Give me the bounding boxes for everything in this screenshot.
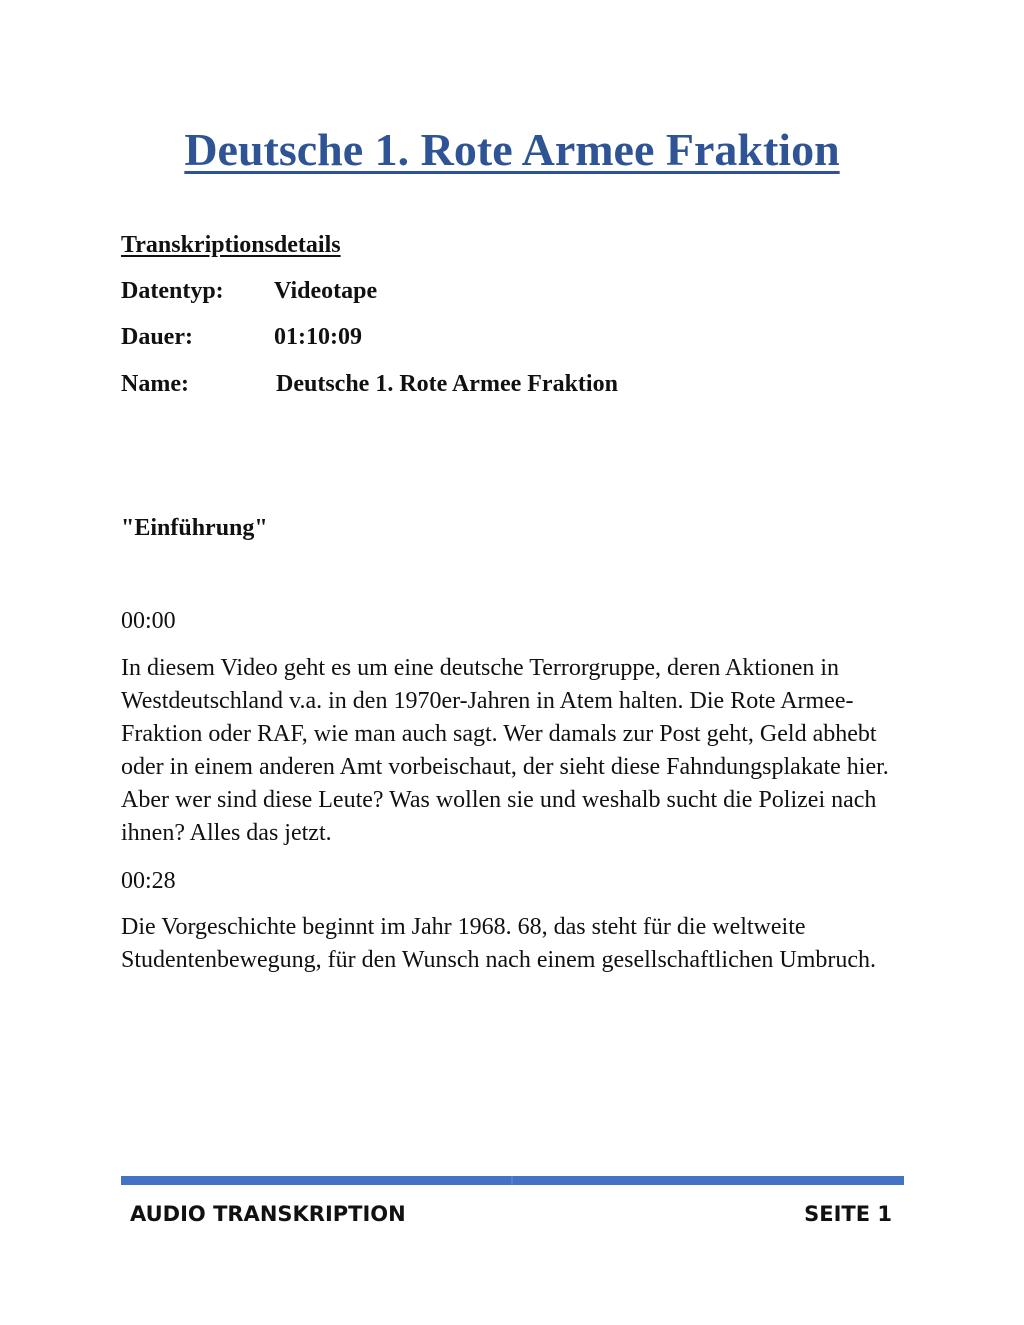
transcript-timestamp: 00:00 xyxy=(121,608,176,634)
detail-value-name: Deutsche 1. Rote Armee Fraktion xyxy=(276,371,618,397)
detail-label-duration: Dauer: xyxy=(121,324,193,350)
transcript-paragraph: In diesem Video geht es um eine deutsche Terrorgruppe, deren Aktionen in Westdeutschland v.a. in den 1970er-Jahren in Atem halten. Die Rote Armee-Fraktion oder RAF, wie man auch sagt. Wer damals zur Post geht, Geld abhebt oder in einem anderen Amt vorbeischaut, der sieht diese Fahndungsplakate hier. Aber wer sind diese Leute? Was wollen sie und weshalb sucht die Polizei nach ihnen? Alles das jetzt. xyxy=(121,655,889,846)
detail-label-name: Name: xyxy=(121,371,189,397)
detail-label-type: Datentyp: xyxy=(121,278,224,304)
transcript-paragraph: Die Vorgeschichte beginnt im Jahr 1968. 68, das steht für die weltweite Studentenbewegung, für den Wunsch nach einem gesellschaftlichen Umbruch. xyxy=(121,914,877,973)
page-title-text: Deutsche 1. Rote Armee Fraktion xyxy=(184,124,840,175)
page-title xyxy=(0,122,1024,178)
detail-value-type: Videotape xyxy=(274,278,378,304)
section-heading: "Einführung" xyxy=(121,515,268,541)
transcript-timestamp: 00:28 xyxy=(121,868,176,894)
details-heading: Transkriptionsdetails xyxy=(121,232,341,258)
detail-value-duration: 01:10:09 xyxy=(274,324,362,350)
footer-page-number: SEITE 1 xyxy=(804,1202,892,1226)
footer-document-label: AUDIO TRANSKRIPTION xyxy=(130,1202,406,1226)
footer-divider-seam xyxy=(511,1176,513,1185)
